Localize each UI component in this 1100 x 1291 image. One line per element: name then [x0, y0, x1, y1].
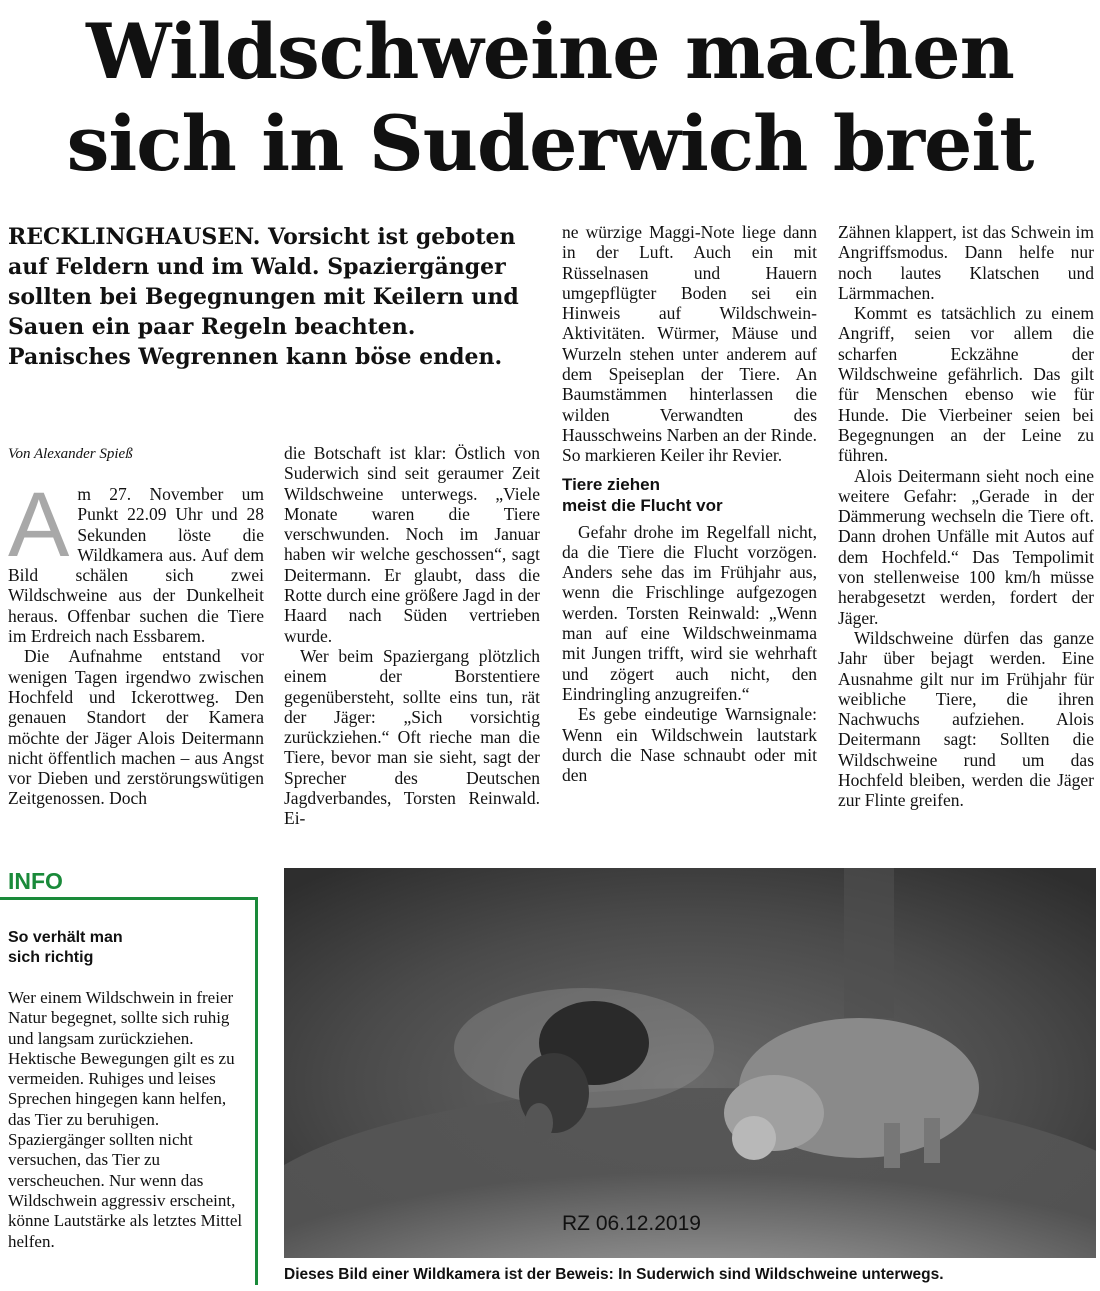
info-label: INFO [8, 868, 63, 894]
paragraph: Kommt es tatsächlich zu einem Angriff, seien vor allem die scharfen Eckzähne der Wildschweine gefährlich. Das gilt für Menschen ebenso wie für Hunde. Die Vierbeiner seien bei Begegnungen an der Leine zu führen. [838, 303, 1094, 466]
headline-line-2: sich in Suderwich breit [66, 99, 1034, 188]
paragraph: ne würzige Maggi-Note liege dann in der Luft. Auch ein mit Rüsselnasen und Hauern umgepflügter Boden sei ein Hinweis auf Wildschwein-Aktivitäten. Würmer, Mäuse und Wurzeln stehen unter anderem auf dem Speiseplan der Tiere. An Baumstämmen hinterlassen die wilden Verwandten des Hausschweins Narben an der Rinde. So markieren Keiler ihr Revier. [562, 222, 817, 466]
wildcamera-photo [284, 868, 1096, 1258]
paragraph: Alois Deitermann sieht noch eine weitere Gefahr: „Gerade in der Dämmerung wechseln die Tiere oft. Dann drohen Unfälle mit Autos auf dem Hochfeld.“ Das Tempolimit von stellenweise 100 km/h müsse herabgesetzt werden, fordert der Jäger. [838, 465, 1094, 628]
lead-paragraph: RECKLINGHAUSEN. Vorsicht ist geboten auf Feldern und im Wald. Spaziergänger sollten bei Begegnungen mit Keilern und Sauen ein paar Regeln beachten. Panisches Wegrennen kann böse enden. [8, 224, 519, 370]
paragraph: Gefahr drohe im Regelfall nicht, da die Tiere die Flucht vorzögen. Anders sehe das im Frühjahr aus, wenn die Frischlinge aufgezogen werden. Torsten Reinwald: „Wenn man auf eine Wildschweinmama mit Jungen trifft, wird sie wehrhaft und zögert auch nicht, den Eindringling anzugreifen.“ [562, 521, 817, 704]
drop-cap: A [8, 474, 70, 576]
paragraph: Wildschweine dürfen das ganze Jahr über bejagt werden. Eine Ausnahme gilt nur im Frühjahr für weibliche Tiere, die ihren Nachwuchs aufziehen. Alois Deitermann sagt: Sollten die Wildschweine rund um das Hochfeld bleiben, werden die Jäger zur Flinte greifen. [838, 627, 1094, 811]
article-column-1 [8, 474, 264, 809]
paragraph: Die Aufnahme entstand vor wenigen Tagen irgendwo zwischen Hochfeld und Ickerottweg. Den genauen Standort der Kamera möchte der Jäger Alois Deitermann nicht öffentlich machen – aus Angst vor Dieben und zerstörungswütigen Zeitgenossen. Doch [8, 646, 264, 809]
headline-line-1: Wildschweine machen [86, 7, 1014, 96]
subheading-line-1: Tiere ziehen [562, 474, 660, 494]
info-title-line-2: sich richtig [8, 949, 94, 966]
info-title [8, 928, 238, 968]
subheading-line-2: meist die Flucht vor [562, 495, 723, 515]
paragraph: m 27. November um Punkt 22.09 Uhr und 28 Sekunden löste die Wildkamera aus. Auf dem Bild schälen sich zwei Wildschweine aus der Dunkelheit heraus. Offenbar suchen die Tiere im Erdreich nach Essbarem. [8, 484, 264, 647]
byline: Von Alexander Spieß [8, 446, 133, 462]
article-column-4 [838, 222, 1094, 811]
article-column-3 [562, 222, 817, 785]
paragraph: Es gebe eindeutige Warnsignale: Wenn ein Wildschwein lautstark durch die Nase schnaubt oder mit den [562, 704, 817, 786]
paragraph: Zähnen klappert, ist das Schwein im Angriffsmodus. Dann helfe nur noch lautes Klatschen und Lärmmachen. [838, 222, 1094, 303]
photo-caption: Dieses Bild einer Wildkamera ist der Beweis: In Suderwich sind Wildschweine unterwegs. [284, 1266, 944, 1283]
info-text: Wer einem Wildschwein in freier Natur begegnet, sollte sich ruhig und langsam zurückziehen. Hektische Bewegungen gilt es zu vermeiden. Ruhiges und leises Sprechen hingegen kann helfen, das Tier zu beruhigen. Spaziergänger sollten nicht versuchen, das Tier zu verscheuchen. Nur wenn das Wildschwein aggressiv erscheint, könne Lautstärke als letztes Mittel helfen. [8, 988, 243, 1251]
photo-date-stamp: RZ 06.12.2019 [562, 1212, 701, 1235]
article-column-2 [284, 443, 540, 829]
info-title-line-1: So verhält man [8, 929, 123, 946]
paragraph: Wer beim Spaziergang plötzlich einem der Borstentiere gegenübersteht, sollte eins tun, rät der Jäger: „Sich vorsichtig zurückziehen.“ Oft rieche man die Tiere, bevor man sie sieht, sagt der Sprecher des Deutschen Jagdverbandes, Torsten Reinwald. Ei- [284, 645, 540, 829]
paragraph: die Botschaft ist klar: Östlich von Suderwich sind seit geraumer Zeit Wildschweine unterwegs. „Viele Monate waren die Tiere verschwunden. Noch im Januar haben wir welche geschossen“, sagt Deitermann. Er glaubt, dass die Rotte durch eine größere Jagd in der Haard nach Süden vertrieben wurde. [284, 443, 540, 646]
subheading [562, 474, 817, 516]
headline [0, 6, 1100, 190]
